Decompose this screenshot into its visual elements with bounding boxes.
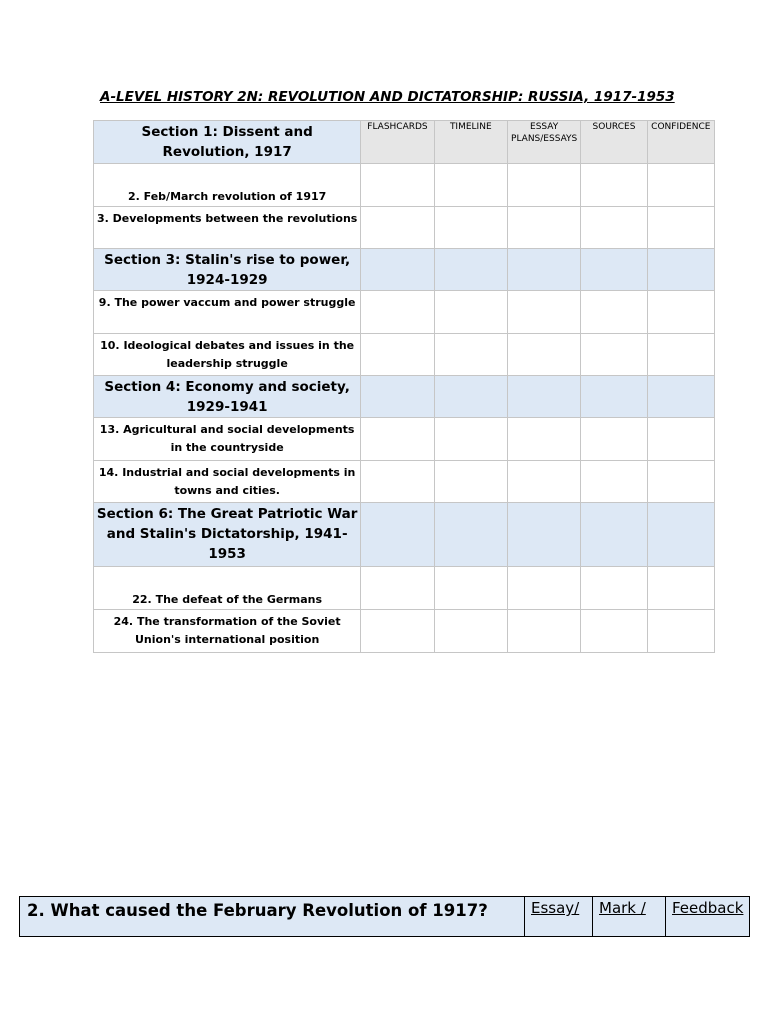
timeline-cell[interactable] [434, 461, 507, 503]
topic-label: 10. Ideological debates and issues in the leadership struggle [100, 339, 355, 370]
essay-cell[interactable] [507, 418, 580, 461]
topic-label: 13. Agricultural and social developments in the countryside [99, 423, 355, 454]
table-row [94, 164, 715, 207]
essay-link[interactable]: Essay/ [531, 899, 580, 917]
table-row [94, 334, 715, 376]
topic-label: 2. Feb/March revolution of 1917 [127, 190, 327, 203]
confidence-cell[interactable] [647, 567, 714, 610]
topic-cell [94, 418, 361, 461]
table-row [94, 567, 715, 610]
flashcards-cell[interactable] [361, 291, 434, 334]
topic-cell [94, 207, 361, 249]
mark-link[interactable]: Mark / [599, 899, 646, 917]
section-row [94, 376, 715, 418]
timeline-cell[interactable] [434, 418, 507, 461]
flashcards-cell[interactable] [361, 418, 434, 461]
feedback-link[interactable]: Feedback [672, 899, 744, 917]
essay-cell[interactable] [507, 207, 580, 249]
section-row [94, 503, 715, 567]
section-3-header [94, 249, 361, 291]
flashcards-cell[interactable] [361, 164, 434, 207]
column-header-sources: SOURCES [581, 121, 647, 164]
topic-cell [94, 610, 361, 653]
timeline-cell[interactable] [434, 207, 507, 249]
column-header-confidence: CONFIDENCE [647, 121, 714, 164]
flashcards-cell[interactable] [361, 461, 434, 503]
flashcards-cell[interactable] [361, 334, 434, 376]
confidence-cell[interactable] [647, 291, 714, 334]
topic-cell [94, 567, 361, 610]
timeline-cell[interactable] [434, 291, 507, 334]
sources-cell[interactable] [581, 418, 647, 461]
table-row [94, 461, 715, 503]
revision-tracker-table [93, 120, 715, 653]
table-row [94, 291, 715, 334]
question-text: 2. What caused the February Revolution of 1917? [27, 901, 488, 920]
timeline-cell[interactable] [434, 567, 507, 610]
sources-cell[interactable] [581, 461, 647, 503]
essay-header-cell [525, 897, 593, 937]
essay-cell[interactable] [507, 164, 580, 207]
section-4-header [94, 376, 361, 418]
table-row [94, 207, 715, 249]
topic-cell [94, 291, 361, 334]
section-row [94, 249, 715, 291]
section-6-label: Section 6: The Great Patriotic War and Stalin's Dictatorship, 1941-1953 [96, 506, 358, 562]
flashcards-cell[interactable] [361, 567, 434, 610]
section-4-label: Section 4: Economy and society, 1929-1941 [104, 379, 350, 415]
topic-label: 14. Industrial and social developments in towns and cities. [98, 466, 356, 497]
timeline-cell[interactable] [434, 610, 507, 653]
timeline-cell[interactable] [434, 164, 507, 207]
confidence-cell[interactable] [647, 461, 714, 503]
table-row [94, 418, 715, 461]
column-header-essay-plans [507, 121, 580, 164]
sources-cell[interactable] [581, 334, 647, 376]
sources-cell[interactable] [581, 567, 647, 610]
document-title: A-LEVEL HISTORY 2N: REVOLUTION AND DICTATORSHIP: RUSSIA, 1917-1953 [100, 89, 675, 105]
mark-header-cell [593, 897, 666, 937]
section-3-label: Section 3: Stalin's rise to power, 1924-1929 [104, 252, 351, 288]
essay-cell[interactable] [507, 567, 580, 610]
section-1-header [94, 121, 361, 164]
confidence-cell[interactable] [647, 418, 714, 461]
sources-cell[interactable] [581, 207, 647, 249]
essay-cell[interactable] [507, 291, 580, 334]
confidence-cell[interactable] [647, 610, 714, 653]
sources-cell[interactable] [581, 291, 647, 334]
section-6-header [94, 503, 361, 567]
essay-cell[interactable] [507, 334, 580, 376]
question-header-table [19, 896, 750, 937]
topic-label: 22. The defeat of the Germans [132, 593, 323, 606]
essay-plans-label: ESSAY PLANS/ESSAYS [511, 122, 578, 144]
essay-cell[interactable] [507, 461, 580, 503]
question-cell [20, 897, 525, 937]
sources-cell[interactable] [581, 164, 647, 207]
topic-label: 3. Developments between the revolutions [96, 212, 358, 225]
confidence-cell[interactable] [647, 334, 714, 376]
flashcards-cell[interactable] [361, 610, 434, 653]
table-header-row [94, 121, 715, 164]
timeline-cell[interactable] [434, 334, 507, 376]
topic-label: 9. The power vaccum and power struggle [98, 296, 356, 309]
table-row [94, 610, 715, 653]
column-header-flashcards: FLASHCARDS [361, 121, 434, 164]
sources-cell[interactable] [581, 610, 647, 653]
topic-label: 24. The transformation of the Soviet Union's international position [113, 615, 341, 646]
confidence-cell[interactable] [647, 164, 714, 207]
topic-cell [94, 334, 361, 376]
column-header-timeline: TIMELINE [434, 121, 507, 164]
feedback-header-cell [666, 897, 750, 937]
essay-cell[interactable] [507, 610, 580, 653]
topic-cell [94, 461, 361, 503]
topic-cell [94, 164, 361, 207]
confidence-cell[interactable] [647, 207, 714, 249]
section-1-label: Section 1: Dissent and Revolution, 1917 [141, 124, 313, 160]
flashcards-cell[interactable] [361, 207, 434, 249]
